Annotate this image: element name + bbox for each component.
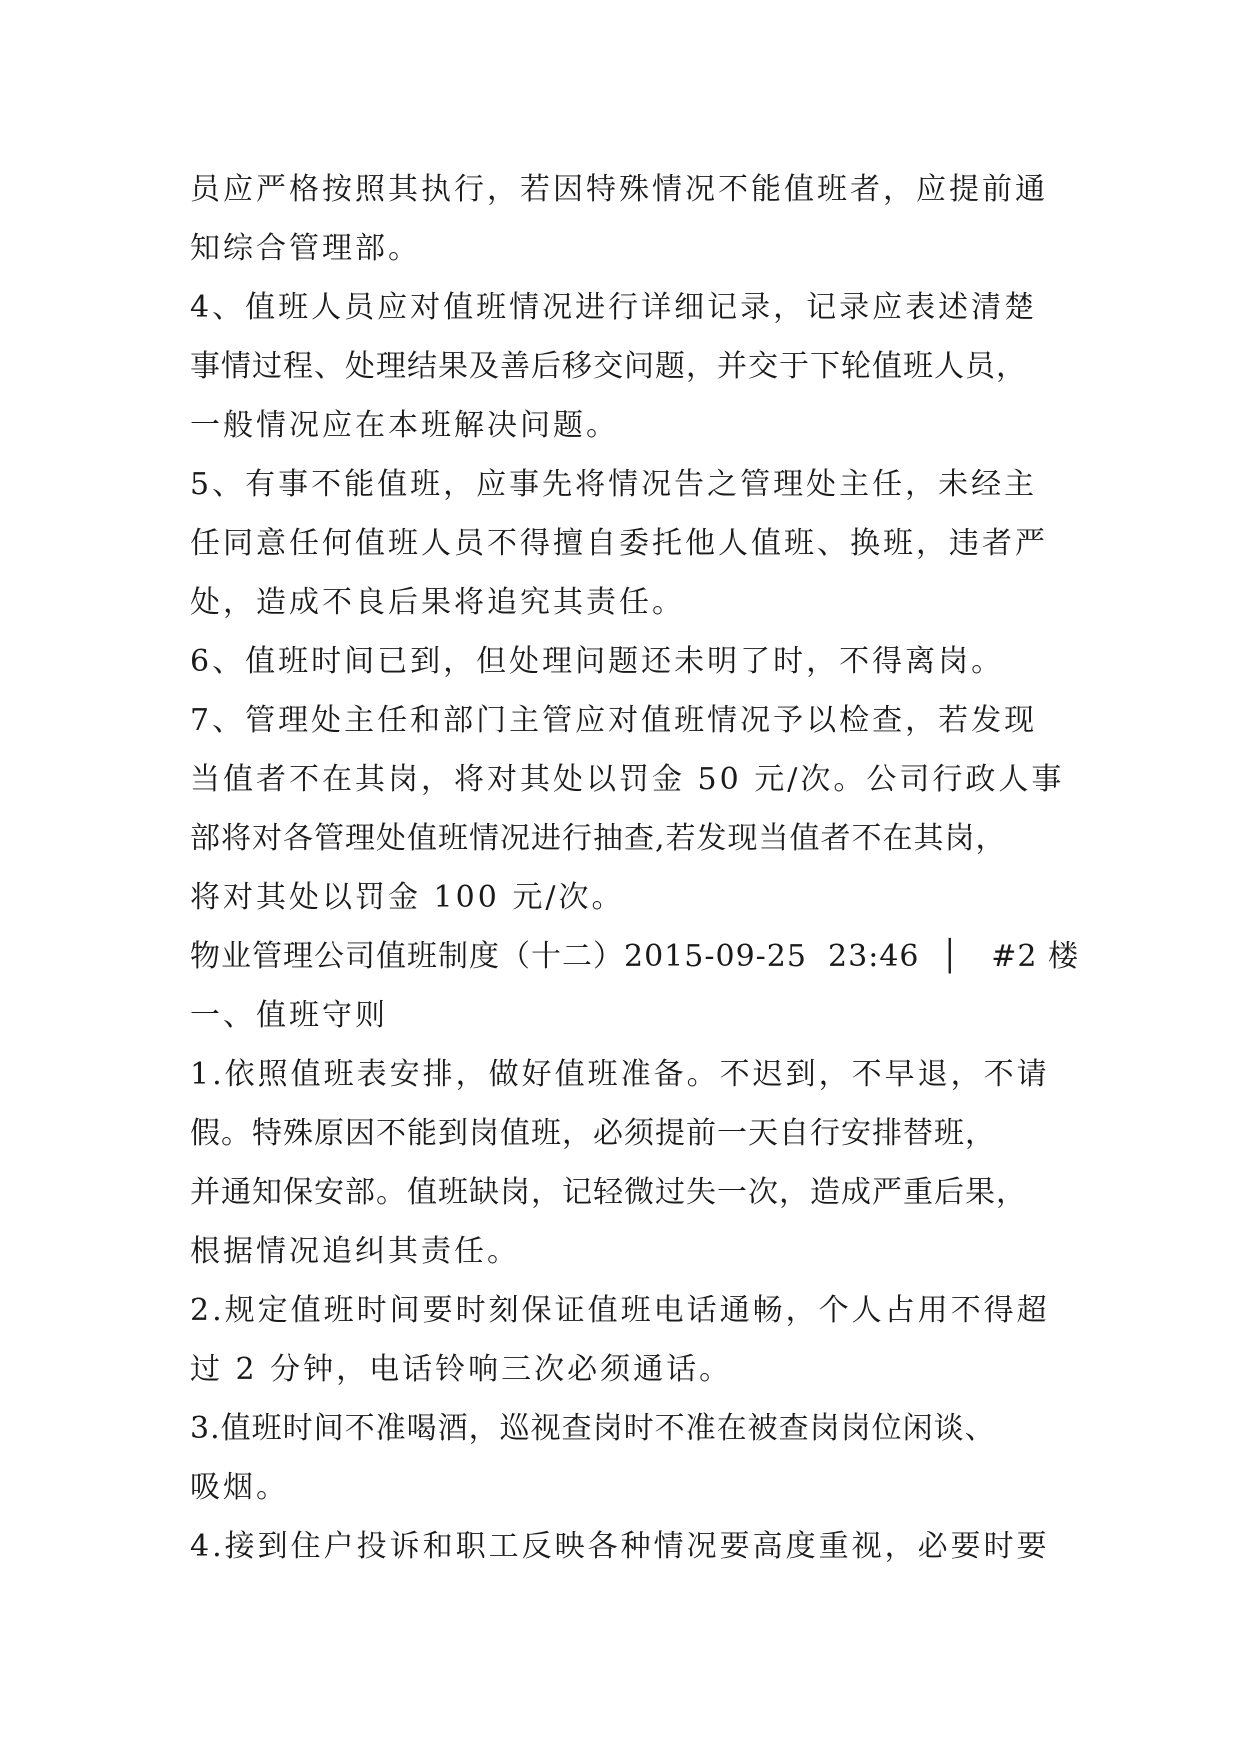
text-line: 6、值班时间已到，但处理问题还未明了时，不得离岗。 — [190, 644, 1005, 679]
document-body — [190, 160, 1079, 1576]
section-heading: 一、值班守则 — [190, 998, 388, 1033]
text-line: 4、值班人员应对值班情况进行详细记录，记录应表述清楚 — [190, 290, 1038, 325]
text-line: 事情过程、处理结果及善后移交问题，并交于下轮值班人员， — [190, 349, 1027, 384]
post-header-line: 物业管理公司值班制度（十二）2015-09-25 23:46 │ #2 楼 — [190, 939, 1079, 974]
text-line: 部将对各管理处值班情况进行抽查,若发现当值者不在其岗， — [190, 821, 1007, 856]
text-line: 知综合管理部。 — [190, 231, 421, 266]
text-line: 7、管理处主任和部门主管应对值班情况予以检查，若发现 — [190, 703, 1038, 738]
text-line: 根据情况追纠其责任。 — [190, 1234, 520, 1269]
text-line: 处，造成不良后果将追究其责任。 — [190, 585, 685, 620]
text-line: 2.规定值班时间要时刻保证值班电话通畅，个人占用不得超 — [190, 1293, 1050, 1328]
text-line: 吸烟。 — [190, 1470, 289, 1505]
text-line: 3.值班时间不准喝酒，巡视查岗时不准在被查岗岗位闲谈、 — [190, 1411, 996, 1446]
text-line: 并通知保安部。值班缺岗，记轻微过失一次，造成严重后果， — [190, 1175, 1027, 1210]
text-line: 4.接到住户投诉和职工反映各种情况要高度重视，必要时要 — [190, 1529, 1050, 1564]
text-line: 将对其处以罚金 100 元/次。 — [190, 880, 625, 915]
text-line: 任同意任何值班人员不得擅自委托他人值班、换班，违者严 — [190, 526, 1048, 561]
text-line: 当值者不在其岗，将对其处以罚金 50 元/次。公司行政人事 — [190, 762, 1065, 797]
text-line: 1.依照值班表安排，做好值班准备。不迟到，不早退，不请 — [190, 1057, 1050, 1092]
text-line: 假。特殊原因不能到岗值班，必须提前一天自行安排替班， — [190, 1116, 996, 1151]
text-line: 过 2 分钟，电话铃响三次必须通话。 — [190, 1352, 733, 1387]
text-line: 5、有事不能值班，应事先将情况告之管理处主任，未经主 — [190, 467, 1038, 502]
text-line: 员应严格按照其执行，若因特殊情况不能值班者，应提前通 — [190, 172, 1048, 207]
text-line: 一般情况应在本班解决问题。 — [190, 408, 619, 443]
